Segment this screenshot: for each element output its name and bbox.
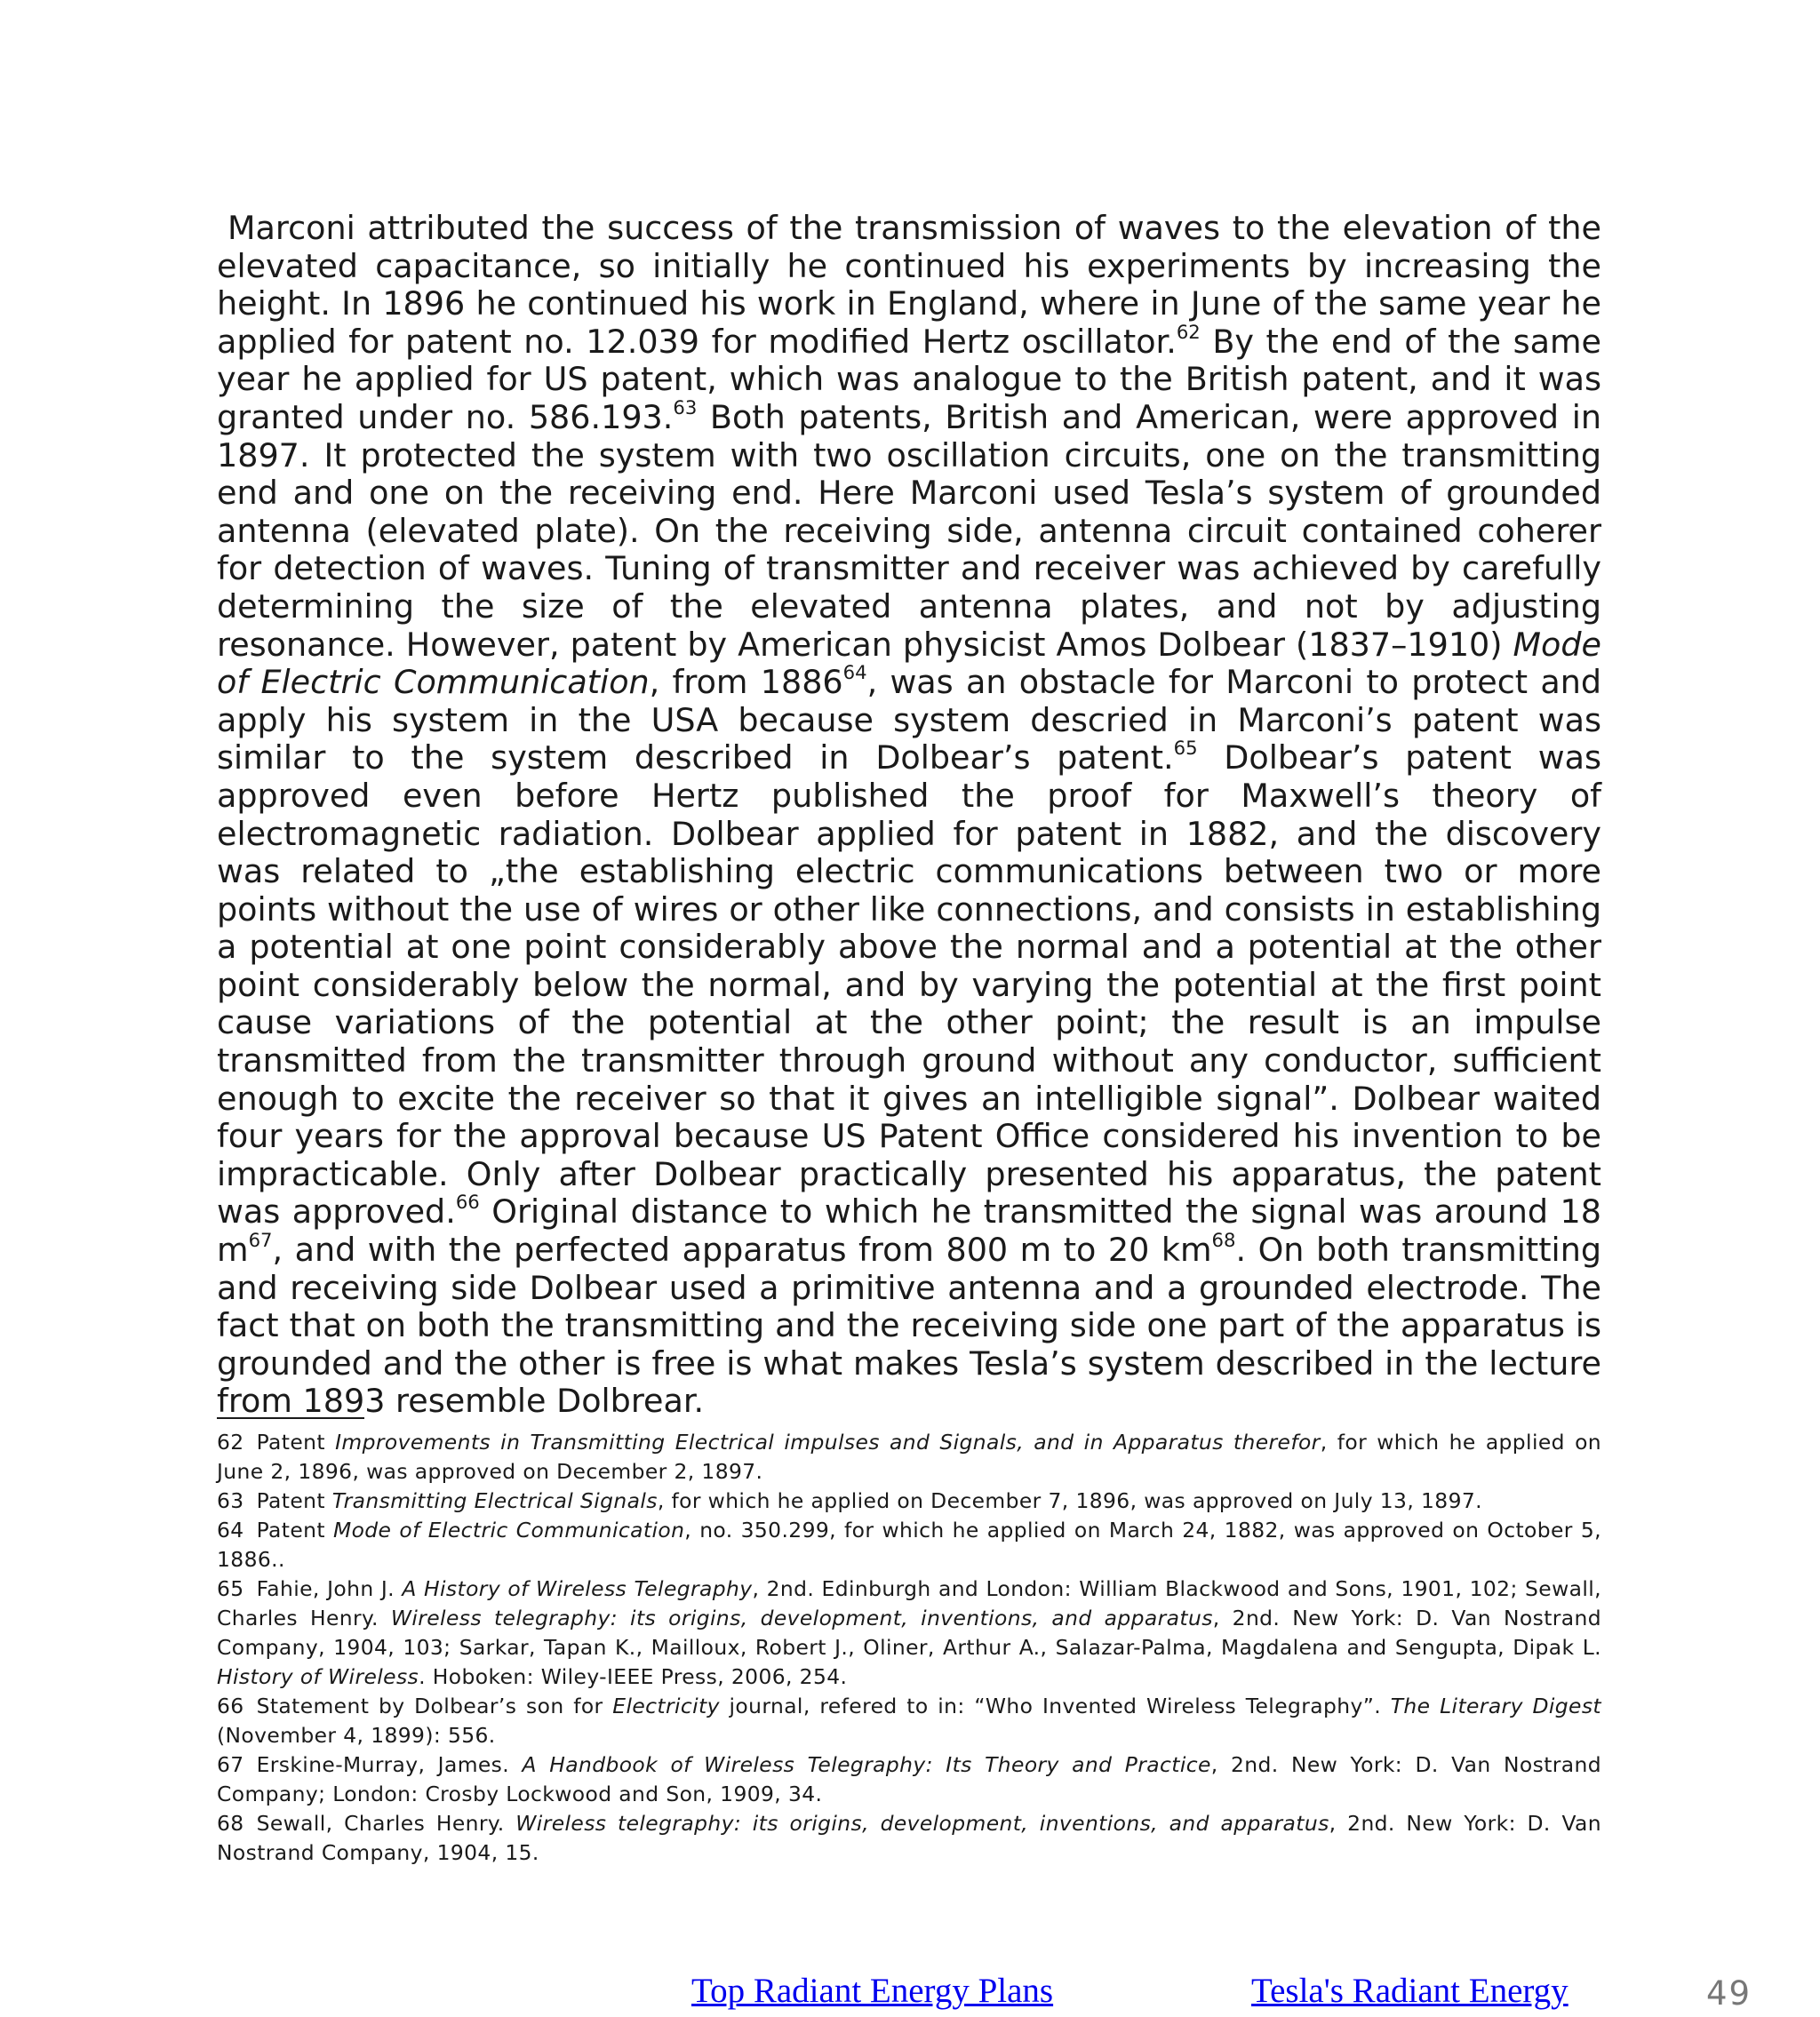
footnote-number: 68	[217, 1811, 244, 1836]
footnote-ref-65: 65	[1173, 737, 1198, 760]
text-run: . Hoboken: Wiley-IEEE Press, 2006, 254.	[419, 1664, 848, 1689]
text-run: , 2nd. New York: D. Van Nostrand Company, 1904, 15.	[217, 1811, 1601, 1865]
footnote-number: 62	[217, 1430, 244, 1455]
footnote-ref-64: 64	[842, 661, 867, 684]
text-run: , 2nd. New York: D. Van Nostrand Company, 1904, 103; Sarkar, Tapan K., Mailloux, Robert J., Oliner, Arthur A., Salazar-Palma, Magdalena and Sengupta, Dipak L.	[217, 1606, 1601, 1660]
text-run: , for which he applied on June 2, 1896, was approved on December 2, 1897.	[217, 1430, 1602, 1484]
page-number: 49	[1706, 1974, 1752, 2013]
footnote-number: 65	[217, 1576, 244, 1601]
footnote-ref-68: 68	[1211, 1229, 1236, 1252]
text-run: , from 1886	[649, 663, 843, 702]
teslas-radiant-energy-link[interactable]: Tesla's Radiant Energy	[1251, 1972, 1569, 2010]
footnote-divider	[217, 1417, 364, 1419]
text-run: , for which he applied on December 7, 1896, was approved on July 13, 1897.	[657, 1488, 1482, 1513]
italic-title: Improvements in Transmitting Electrical impulses and Signals, and in Apparatus therefor	[335, 1430, 1321, 1455]
italic-title: The Literary Digest	[1390, 1694, 1601, 1718]
footnote-66	[217, 1692, 1601, 1750]
footnote-number: 67	[217, 1752, 244, 1777]
text-run: Original distance to which he transmitted the signal was around 18 m	[217, 1192, 1601, 1270]
footnote-ref-67: 67	[248, 1229, 273, 1252]
italic-title: Wireless telegraphy: its origins, development, inventions, and apparatus	[390, 1606, 1213, 1630]
italic-title: A Handbook of Wireless Telegraphy: Its Theory and Practice	[522, 1752, 1211, 1777]
footnote-63	[217, 1487, 1601, 1516]
footnote-62	[217, 1428, 1601, 1487]
footnote-65	[217, 1575, 1601, 1692]
italic-title: A History of Wireless Telegraphy	[402, 1576, 753, 1601]
footnote-ref-63: 63	[673, 396, 698, 419]
text-run: , and with the perfected apparatus from 800 m to 20 km	[272, 1231, 1212, 1270]
italic-title: Wireless telegraphy: its origins, development, inventions, and apparatus	[515, 1811, 1329, 1836]
footer-links	[0, 1971, 1820, 2015]
text-run: Both patents, British and American, were approved in 1897. It protected the system with two oscillation circuits, one on the transmitting end and one on the receiving end. Here Marconi used Tesla’s system of grounded antenna (elevated plate). On the receiving side, antenna circuit contained coherer for detection of waves. Tuning of transmitter and receiver was achieved by carefully determining the size of the elevated antenna plates, and not by adjusting resonance. However, patent by American physicist Amos Dolbear (1837–1910)	[217, 397, 1602, 664]
footnote-68	[217, 1809, 1601, 1868]
text-run: Dolbear’s patent was approved even before Hertz published the proof for Maxwell’s theory of electromagnetic radiation. Dolbear applied for patent in 1882, and the discovery was related to „the establishing electric communications between two or more points without the use of wires or other like connections, and consists in establishing a potential at one point considerably above the normal and a potential at the other point considerably below the normal, and by varying the potential at the first point cause variations of the potential at the other point; the result is an impulse transmitted from the transmitter through ground without any conductor, sufficient enough to excite the receiver so that it gives an intelligible signal”. Dolbear waited four years for the approval because US Patent Office considered his invention to be impracticable. Only after Dolbear practically presented his apparatus, the patent was approved.	[217, 738, 1601, 1232]
text-run: By the end of the same year he applied for US patent, which was analogue to the British patent, and it was granted under no. 586.193.	[217, 322, 1601, 436]
footnote-number: 66	[217, 1694, 244, 1718]
italic-title: Mode of Electric Communication	[333, 1518, 685, 1543]
footnotes	[217, 1428, 1601, 1868]
footnote-number: 64	[217, 1518, 244, 1543]
text-run: , 2nd. Edinburgh and London: William Blackwood and Sons, 1901, 102; Sewall, Charles Henry.	[217, 1576, 1601, 1630]
footnote-ref-66: 66	[455, 1191, 480, 1214]
text-run: Patent	[256, 1488, 332, 1513]
text-run: Fahie, John J.	[256, 1576, 403, 1601]
text-run: , 2nd. New York: D. Van Nostrand Company; London: Crosby Lockwood and Son, 1909, 34.	[217, 1752, 1601, 1806]
footnote-ref-62: 62	[1176, 320, 1201, 343]
italic-title: Transmitting Electrical Signals	[331, 1488, 658, 1513]
text-run: Erskine-Murray, James.	[256, 1752, 523, 1777]
italic-title: Mode of Electric Communication	[217, 625, 1601, 702]
text-run: Statement by Dolbear’s son for	[256, 1694, 613, 1718]
text-run: . On both transmitting and receiving side Dolbear used a primitive antenna and a grounded electrode. The fact that on both the transmitting and the receiving side one part of the apparatus is grounded and the other is free is what makes Tesla’s system described in the lecture from 1893 resemble Dolbrear.	[217, 1231, 1601, 1421]
text-run: journal, refered to in: “Who Invented Wireless Telegraphy”.	[719, 1694, 1391, 1718]
body-paragraph	[217, 210, 1601, 1421]
text-run: , was an obstacle for Marconi to protect and apply his system in the USA because system descried in Marconi’s patent was similar to the system described in Dolbear’s patent.	[217, 663, 1602, 777]
text-run: Patent	[256, 1430, 336, 1455]
text-run: Sewall, Charles Henry.	[256, 1811, 516, 1836]
text-run: , no. 350.299, for which he applied on March 24, 1882, was approved on October 5, 1886..	[217, 1518, 1601, 1572]
italic-title: History of Wireless	[217, 1664, 419, 1689]
footnote-67	[217, 1750, 1601, 1809]
top-radiant-energy-plans-link[interactable]: Top Radiant Energy Plans	[691, 1972, 1054, 2010]
body-text	[217, 210, 1601, 1421]
italic-title: Electricity	[612, 1694, 720, 1718]
text-run: Patent	[256, 1518, 333, 1543]
text-run: Marconi attributed the success of the transmission of waves to the elevation of the elevated capacitance, so initially he continued his experiments by increasing the height. In 1896 he continued his work in England, where in June of the same year he applied for patent no. 12.039 for modified Hertz oscillator.	[217, 209, 1601, 361]
footnote-64	[217, 1516, 1601, 1575]
text-run: (November 4, 1899): 556.	[217, 1723, 496, 1748]
footnote-number: 63	[217, 1488, 244, 1513]
